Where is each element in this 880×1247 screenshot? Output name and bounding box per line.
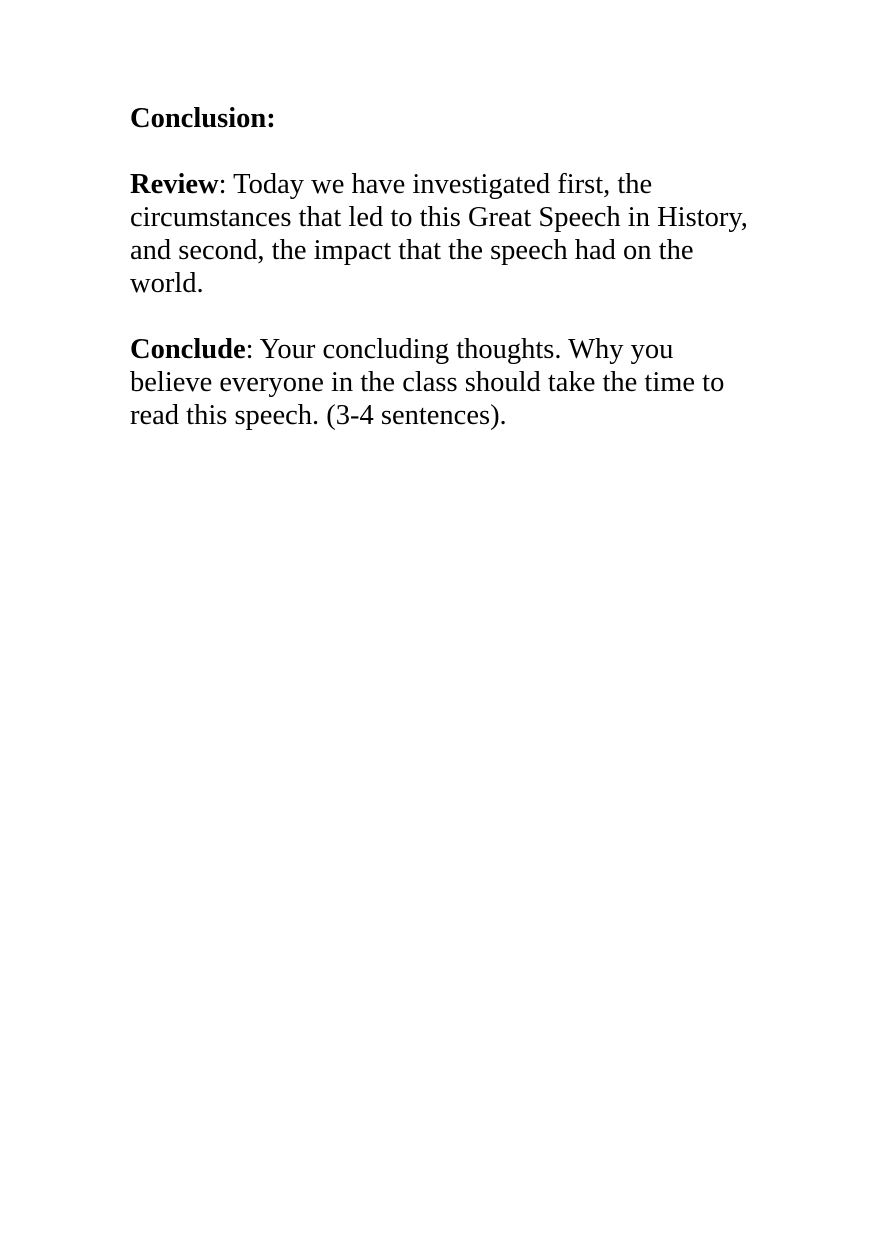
conclude-paragraph (130, 333, 750, 432)
document-body (130, 102, 750, 432)
conclude-term: Conclude (130, 334, 246, 365)
review-paragraph (130, 168, 750, 300)
section-heading: Conclusion: (130, 103, 276, 134)
review-text: : Today we have investigated first, the circumstances that led to this Great Speech in History, and second, the impact that the speech had on the world. (130, 169, 748, 299)
conclude-text: : Your concluding thoughts. Why you believe everyone in the class should take the time to read this speech. (3-4 sentences). (130, 334, 725, 431)
review-term: Review (130, 169, 219, 200)
